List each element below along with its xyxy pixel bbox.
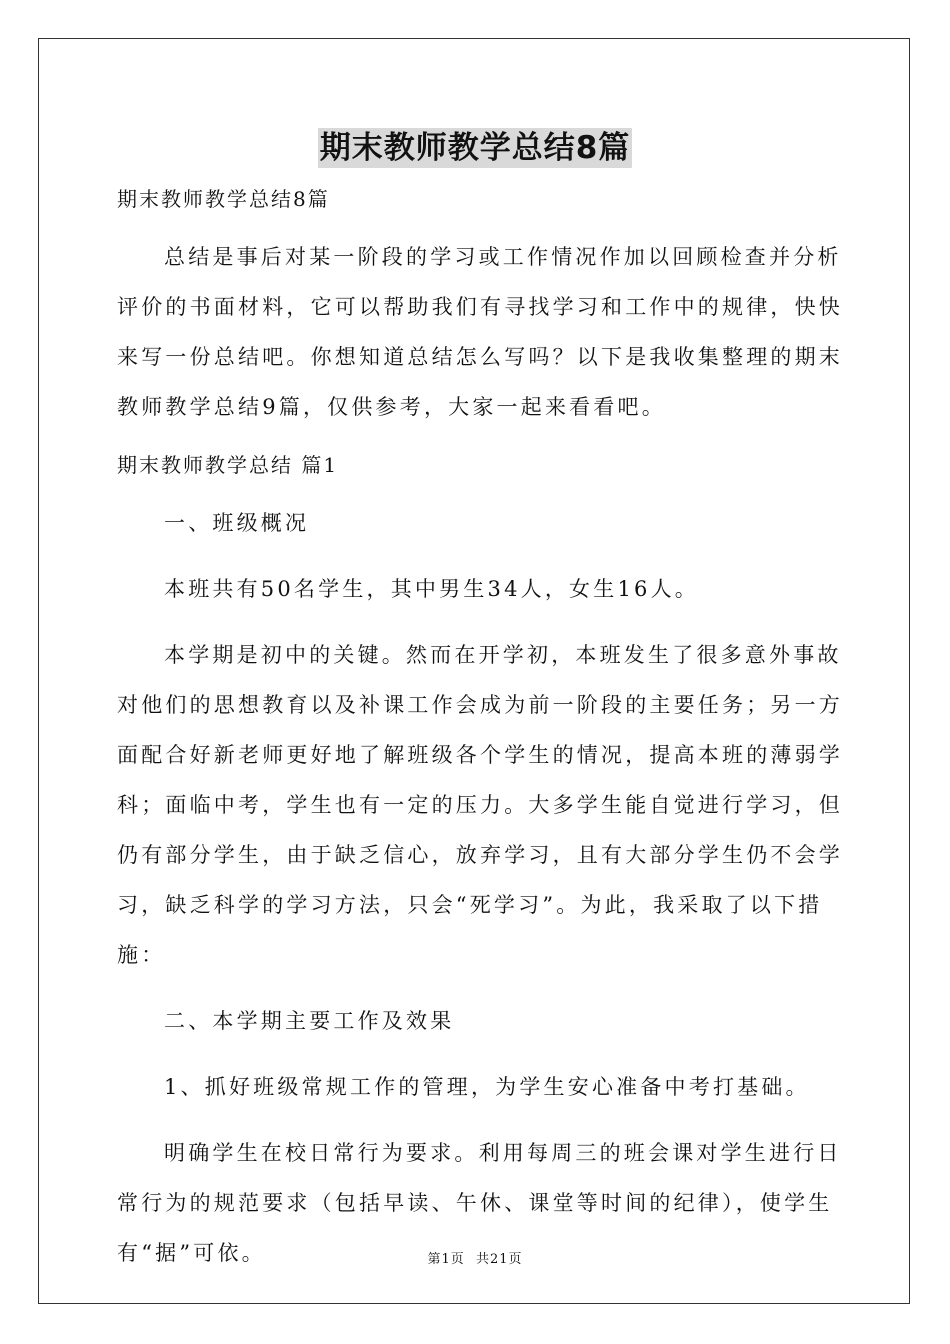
heading-class-overview bbox=[117, 498, 833, 548]
text-line: 教师教学总结9篇，仅供参考，大家一起来看看吧。 bbox=[117, 395, 666, 419]
text-line: 一、班级概况 bbox=[164, 511, 310, 535]
document-title: 期末教师教学总结8篇 bbox=[319, 130, 631, 166]
text-line: 1、抓好班级常规工作的管理，为学生安心准备中考打基础。 bbox=[164, 1075, 810, 1099]
text-line: 科；面临中考，学生也有一定的压力。大多学生能自觉进行学习，但 bbox=[117, 793, 843, 817]
text-line: 二、本学期主要工作及效果 bbox=[164, 1009, 455, 1033]
page-total: 共21页 bbox=[475, 1252, 523, 1267]
page-footer bbox=[0, 1248, 950, 1267]
intro-paragraph bbox=[117, 232, 843, 432]
text-line: 施： bbox=[117, 943, 166, 967]
document-subtitle: 期末教师教学总结8篇 bbox=[117, 187, 330, 211]
class-size-paragraph bbox=[117, 564, 833, 614]
text-line: 总结是事后对某一阶段的学习或工作情况作加以回顾检查并分析 bbox=[164, 245, 842, 269]
text-line: 本班共有50名学生，其中男生34人，女生16人。 bbox=[164, 577, 699, 601]
section-title: 期末教师教学总结 篇1 bbox=[117, 453, 339, 477]
text-line: 有“据”可依。 bbox=[117, 1241, 266, 1265]
document-body bbox=[117, 182, 843, 1294]
text-line: 本学期是初中的关键。然而在开学初，本班发生了很多意外事故 bbox=[164, 643, 842, 667]
text-line: 对他们的思想教育以及补课工作会成为前一阶段的主要任务；另一方 bbox=[117, 693, 843, 717]
heading-main-work bbox=[117, 996, 833, 1046]
text-line: 评价的书面材料，它可以帮助我们有寻找学习和工作中的规律，快快 bbox=[117, 295, 843, 319]
text-line: 习，缺乏科学的学习方法，只会“死学习”。为此，我采取了以下措 bbox=[117, 893, 823, 917]
title-wrap bbox=[0, 128, 950, 168]
text-line: 常行为的规范要求（包括早读、午休、课堂等时间的纪律），使学生 bbox=[117, 1191, 833, 1215]
semester-paragraph bbox=[117, 630, 843, 980]
text-line: 面配合好新老师更好地了解班级各个学生的情况，提高本班的薄弱学 bbox=[117, 743, 843, 767]
routine-paragraph bbox=[117, 1062, 833, 1112]
text-line: 明确学生在校日常行为要求。利用每周三的班会课对学生进行日 bbox=[164, 1141, 842, 1165]
page-number: 第1页 bbox=[427, 1252, 465, 1267]
text-line: 仍有部分学生，由于缺乏信心，放弃学习，且有大部分学生仍不会学 bbox=[117, 843, 843, 867]
text-line: 来写一份总结吧。你想知道总结怎么写吗？以下是我收集整理的期末 bbox=[117, 345, 843, 369]
